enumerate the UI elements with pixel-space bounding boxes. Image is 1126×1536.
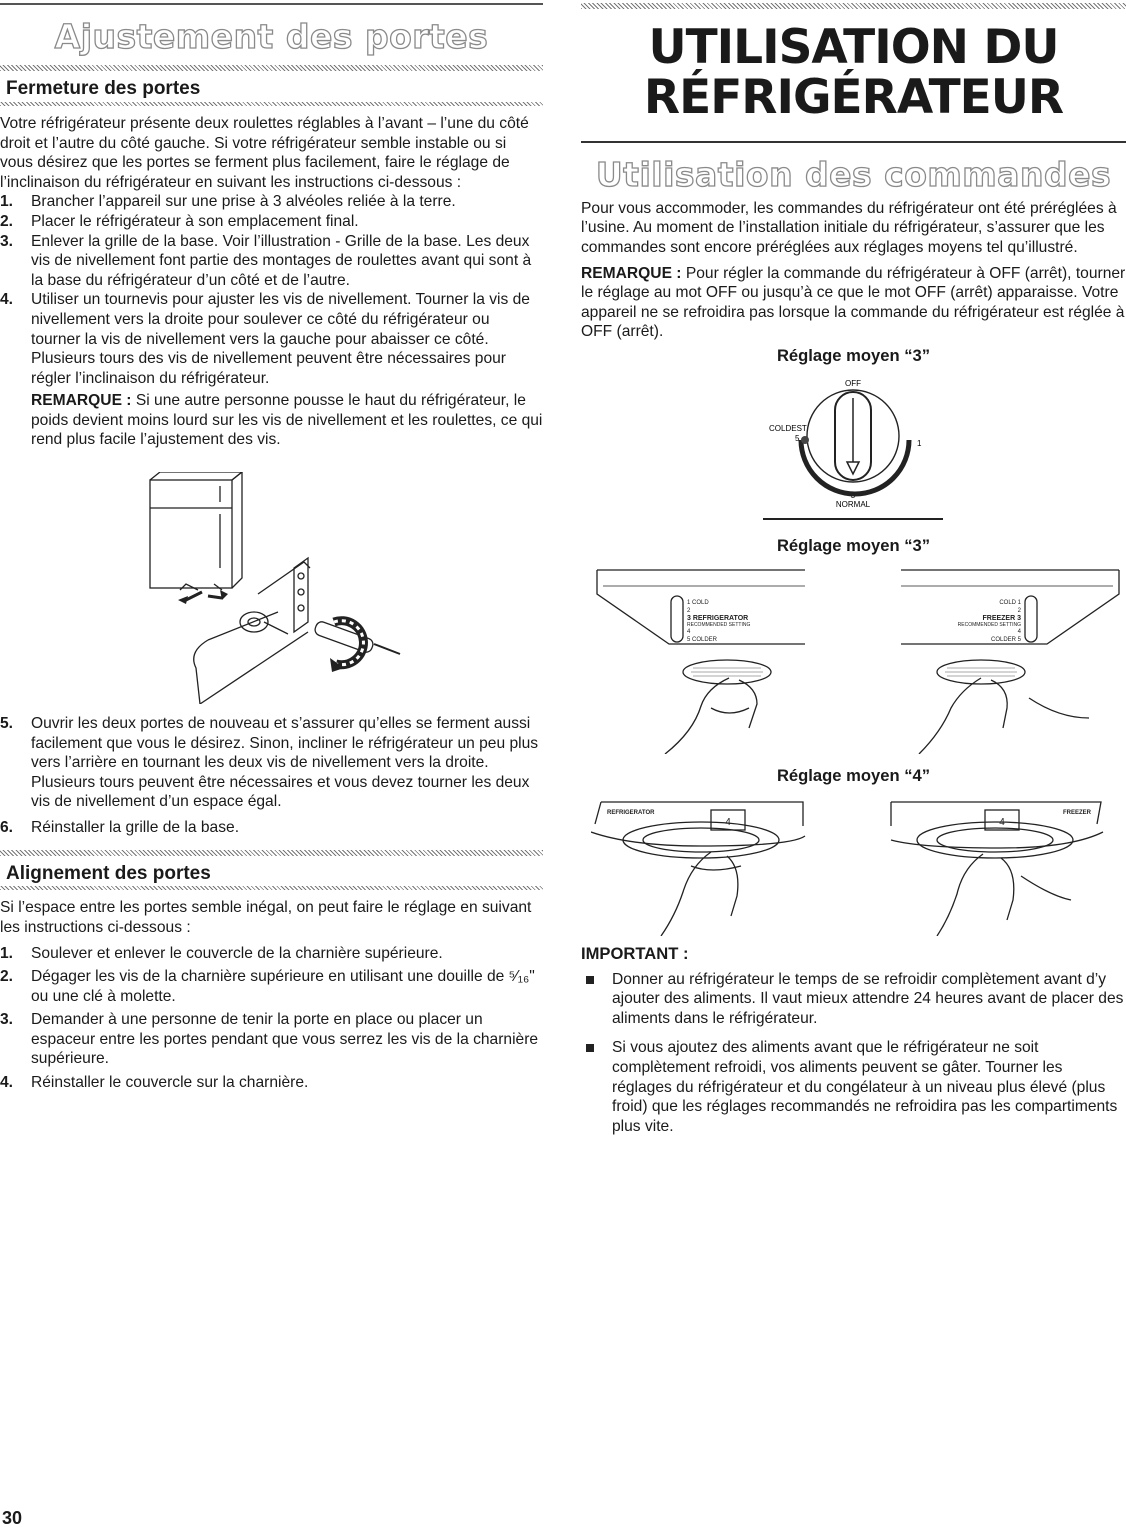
dial-label-off: OFF [845,378,861,388]
dial-label-coldest: COLDEST [769,423,807,433]
important-label: IMPORTANT : [581,943,689,963]
fridge-label-4: 4 [687,628,691,635]
dial-label-1: 1 [917,438,922,448]
freezer-label-name: FREEZER 3 [982,614,1021,622]
caption-dial: Réglage moyen “3” [776,345,931,365]
heading-doors-alignment: Alignement des portes [6,862,211,884]
list-item: 2. Placer le réfrigérateur à son emplacement final. [0,212,359,230]
page-number: 30 [2,1508,23,1528]
freezer-label-2: 2 [1017,607,1021,614]
doors-closing-intro: Votre réfrigérateur présente deux roulettes réglables à l’avant – l’une du côté droit et l’autre du côté gauche. Si votre réfrigérateur semble instable ou si vous désirez que les portes se ferment plus facilement, faire le réglage de l’inclinaison du réfrigérateur en suivant les instructions ci-dessous : [0,114,529,191]
freezer-label-4: 4 [1017,628,1021,635]
fridge-label-2: 2 [687,607,691,614]
doors-closing-steps [0,192,543,450]
fridge-label-rec: RECOMMENDED SETTING [687,621,751,628]
dial-label-3: 3 [850,490,856,500]
list-item: 3. Demander à une personne de tenir la porte en place ou placer un espaceur entre les portes pendant que vous serrez les vis de la charnière supérieure. [0,1011,539,1068]
section-title-controls: Utilisation des commandes [595,154,1112,194]
left-column [0,0,543,1093]
doors-closing-steps-continued [0,714,543,838]
main-title-line1: UTILISATION DU [648,20,1059,75]
note-paragraph: REMARQUE : Si une autre personne pousse le haut du réfrigérateur, le poids devient moins lourd sur les vis de nivellement et les roulettes, ce qui rend plus facile l’ajustement des vis. [31,392,543,449]
panels-illustration [589,568,1126,754]
list-item: 4. Réinstaller le couvercle sur la charnière. [0,1074,309,1092]
list-item: Si vous ajoutez des aliments avant que le réfrigérateur ne soit complètement refroidi, vos aliments peuvent se gâter. Tourner les réglages du réfrigérateur et du congélateur à un niveau plus élevé (plus froid) que les réglages recommandés ne refroidira pas les compartiments plus vite. [581,1038,1126,1136]
sliders-illustration [591,796,1126,936]
bullet-square-icon [586,976,594,984]
list-item: 1. Soulever et enlever le couvercle de la charnière supérieure. [0,944,443,962]
fridge-label-colder: 5 COLDER [687,636,718,643]
list-item: 6. Réinstaller la grille de la base. [0,819,240,837]
dial-label-5: 5 [795,433,800,443]
freezer-label-colder: COLDER 5 [990,636,1021,643]
right-column [581,0,1126,1136]
controls-intro: Pour vous accommoder, les commandes du réfrigérateur ont été préréglées à l’usine. Au moment de l’installation initiale du réfrigérateur, s’assurer que les commandes sont encore préréglées aux réglages moyens tel qu’illustré. [581,199,1117,256]
slider-value-freezer: 4 [999,816,1005,828]
list-item: 2. Dégager les vis de la charnière supérieure en utilisant une douille de ⁵⁄₁₆" ou une clé à molette. [0,968,535,1005]
bullet-square-icon [586,1044,594,1052]
freezer-label-cold: COLD 1 [999,599,1021,606]
doors-alignment-steps [0,944,543,1093]
main-title [581,20,1126,125]
slider-value-refrigerator: 4 [725,816,731,828]
freezer-label-rec: RECOMMENDED SETTING [957,621,1021,628]
heading-doors-closing: Fermeture des portes [6,78,201,100]
caption-rule [763,518,943,520]
caption-sliders: Réglage moyen “4” [776,765,931,785]
list-item: 1. Brancher l’appareil sur une prise à 3 alvéoles reliée à la terre. [0,193,456,211]
list-item: 3. Enlever la grille de la base. Voir l’illustration - Grille de la base. Les deux vis de nivellement font partie des montages de roulettes avant qui sont à la base du réfrigérateur d’un côté et de l’autre. [0,232,532,289]
list-item: 5. Ouvrir les deux portes de nouveau et s’assurer qu’elles se ferment aussi facilement que vous le désirez. Sinon, incliner le réfrigérateur un peu plus vers l’arrière en tournant les deux vis de nivellement vers la droite. Plusieurs tours peuvent être nécessaires et vous devez tourner les deux vis de nivellement d’un espace égal. [0,715,539,811]
fridge-label-cold: 1 COLD [687,599,709,606]
fridge-label-name: 3 REFRIGERATOR [687,614,749,622]
doors-alignment-intro: Si l’espace entre les portes semble inégal, on peut faire le réglage en suivant les instructions ci-dessous : [0,899,532,936]
important-list [581,970,1126,1137]
caption-panels: Réglage moyen “3” [776,535,931,555]
main-title-line2: RÉFRIGÉRATEUR [643,70,1064,125]
slider-label-freezer: FREEZER [1062,809,1091,816]
section-title-door-adjustment: Ajustement des portes [54,17,489,56]
dial-illustration [763,374,1126,516]
slider-label-refrigerator: REFRIGERATOR [607,809,655,816]
leveling-illustration [148,472,543,704]
list-item: Donner au réfrigérateur le temps de se refroidir complètement avant d’y ajouter des aliments. Il vaut mieux attendre 24 heures avant de placer des aliments dans le réfrigérateur. [581,970,1126,1029]
list-item: 4. Utiliser un tournevis pour ajuster les vis de nivellement. Tourner la vis de nivellement vers la droite pour soulever ce côté du réfrigérateur ou tourner la vis de nivellement vers la gauche pour abaisser ce côté. Plusieurs tours des vis de nivellement peuvent être nécessaires pour régler l’inclinaison du réfrigérateur. REMARQUE : Si une autre personne pousse le haut du réfrigérateur, le poids devient moins lourd sur les vis de nivellement et les roulettes, ce qui rend plus facile l’ajustement des vis. [0,291,543,449]
controls-note: REMARQUE : Pour régler la commande du réfrigérateur à OFF (arrêt), tourner le réglage au mot OFF ou jusqu’à ce que le mot OFF (arrêt) apparaisse. Votre appareil ne se refroidira pas lorsque la commande du réfrigérateur est réglée à OFF (arrêt). [581,264,1126,341]
dial-label-normal: NORMAL [835,499,871,509]
